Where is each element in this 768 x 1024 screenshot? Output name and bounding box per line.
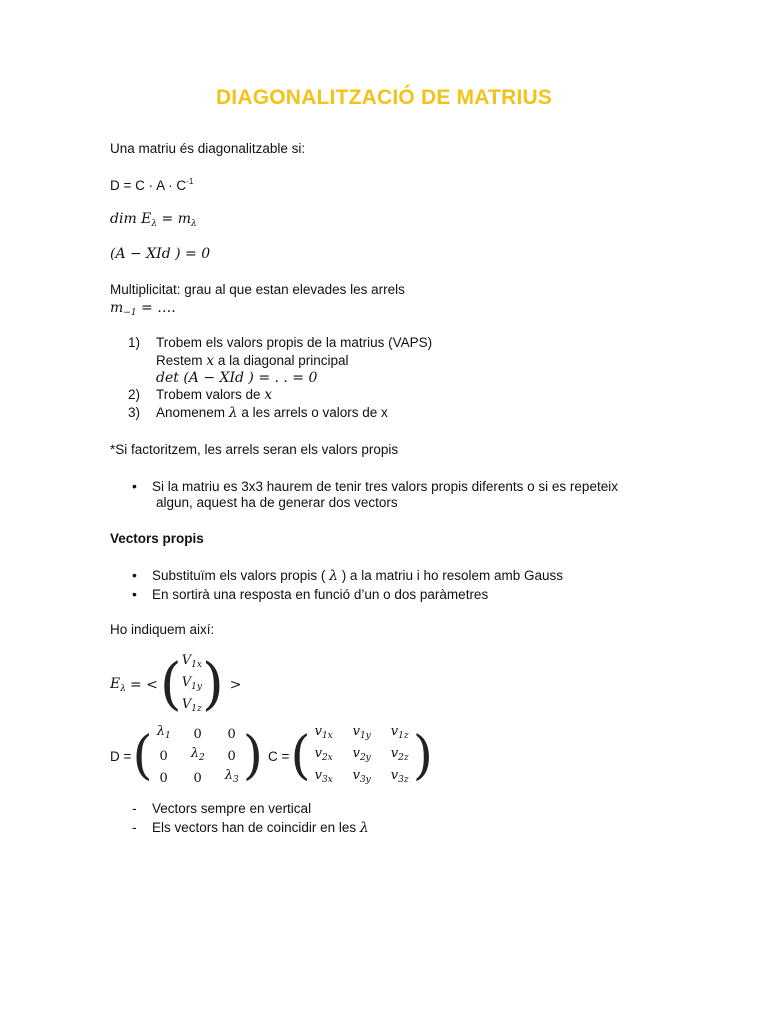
- matrix-c-cell-base: v: [390, 746, 399, 761]
- matrix-d-cell: 0: [227, 748, 236, 764]
- matrix-c-cell: [353, 723, 371, 745]
- matrix-d-cell: [157, 723, 171, 745]
- step-variable: x: [264, 387, 273, 403]
- step-variable: λ: [228, 405, 238, 421]
- left-paren: (: [132, 726, 153, 786]
- dash-icon: -: [132, 800, 137, 816]
- matrix-c-cell-base: v: [390, 724, 399, 739]
- formula-dim-sub-l: λ: [151, 219, 158, 229]
- matrix-d-label: D =: [110, 748, 132, 764]
- matrix-c-cell-sub: 1x: [321, 731, 333, 741]
- eigenspace-lhs-base: E: [110, 676, 121, 692]
- step-text: Trobem els valors propis de la matrius (VAPS): [156, 335, 433, 350]
- formula-dim-eq: = m: [157, 211, 192, 227]
- matrix-c-cell: [315, 723, 333, 745]
- matrix-c: [268, 724, 433, 786]
- matrix-c-cell-base: v: [314, 724, 322, 739]
- matrix-d-cell-base: λ: [190, 746, 199, 761]
- bullet-icon: •: [132, 586, 137, 602]
- dash-text: Vectors sempre en vertical: [152, 801, 312, 816]
- formula-dca-text: D = C · A · C: [110, 178, 187, 193]
- matrix-c-cell: [353, 745, 371, 767]
- eigenvector-entry: [182, 696, 202, 718]
- eigenspace-close: >: [229, 677, 242, 693]
- step-1-sub-b: det (A − XId ) = . . = 0: [156, 370, 318, 386]
- step-number: 2): [128, 387, 141, 402]
- matrix-c-grid: [311, 723, 413, 789]
- eigenspace-open: = <: [129, 677, 158, 693]
- matrix-c-cell-base: v: [390, 768, 399, 783]
- matrix-d: [110, 724, 263, 786]
- bullet-icon: •: [132, 567, 137, 583]
- bullet-text: Substituïm els valors propis (: [152, 568, 330, 583]
- matrix-c-cell-sub: 2z: [398, 753, 409, 763]
- eigenvector-entry-base: V: [181, 675, 192, 690]
- step-text: Restem: [156, 353, 207, 368]
- matrix-d-cell: 0: [193, 726, 202, 742]
- step-number: 1): [128, 335, 141, 350]
- step-text: a la diagonal principal: [214, 353, 349, 368]
- matrix-c-label: C =: [268, 748, 290, 764]
- intro-text: Una matriu és diagonalitzable si:: [110, 141, 306, 156]
- step-text: a les arrels o valors de x: [237, 405, 388, 420]
- matrix-c-cell-sub: 1y: [359, 731, 371, 741]
- matrix-d-cell-base: λ: [224, 768, 233, 783]
- bullet-text: ) a la matriu i ho resolem amb Gauss: [337, 568, 564, 583]
- formula-dim-lhs: dim E: [110, 211, 152, 227]
- matrix-d-cell: 0: [193, 770, 202, 786]
- matrix-d-cell: [225, 767, 239, 789]
- multiplicity-sub: −1: [123, 308, 137, 318]
- eigenspace-formula: [110, 652, 242, 717]
- dash-icon: -: [132, 819, 137, 835]
- eigenspace-vector: [182, 652, 202, 718]
- step-text: Anomenem: [156, 405, 229, 420]
- eigenspace-lhs: [110, 676, 126, 694]
- eigenvector-entry-sub: 1x: [191, 660, 202, 670]
- note-text: *Si factoritzem, les arrels seran els valors propis: [110, 442, 399, 457]
- step-1: [128, 335, 432, 350]
- step-text: Trobem valors de: [156, 387, 265, 402]
- matrix-c-cell-base: v: [352, 768, 360, 783]
- formula-dca-exponent: -1: [186, 177, 194, 186]
- step-1-sub-a: [156, 353, 349, 369]
- vector-bullet: [132, 567, 563, 584]
- matrix-c-cell-base: v: [314, 746, 322, 761]
- eigenspace-lhs-sub: λ: [120, 684, 126, 694]
- left-paren: (: [290, 726, 311, 786]
- matrix-c-cell-base: v: [314, 768, 322, 783]
- page-title: DIAGONALITZACIÓ DE MATRIUS: [215, 86, 553, 109]
- matrix-c-cell: [391, 723, 409, 745]
- matrix-d-cell: 0: [159, 770, 168, 786]
- matrix-d-cell-sub: 1: [164, 731, 171, 741]
- matrix-d-cell: 0: [227, 726, 236, 742]
- dash-item: [132, 800, 311, 816]
- matrix-d-cell-base: λ: [156, 724, 165, 739]
- bullet-icon: •: [132, 478, 137, 494]
- matrix-c-cell-sub: 2x: [321, 753, 333, 763]
- matrix-d-cell: [191, 745, 205, 767]
- left-paren: (: [159, 652, 182, 717]
- matrix-c-cell-base: v: [352, 724, 360, 739]
- eigenvector-entry-base: V: [181, 697, 192, 712]
- matrix-d-grid: [153, 723, 243, 789]
- matrix-c-cell: [315, 767, 333, 789]
- matrix-d-cell-sub: 3: [232, 775, 239, 785]
- formula-dim: [110, 211, 197, 229]
- step-number: 3): [128, 405, 141, 420]
- matrix-c-cell-sub: 1z: [398, 731, 409, 741]
- right-paren: ): [201, 652, 224, 717]
- matrix-d-cell-sub: 2: [198, 753, 205, 763]
- matrix-c-cell: [315, 745, 333, 767]
- matrix-d-cell: 0: [159, 748, 168, 764]
- indicate-text: Ho indiquem així:: [110, 622, 215, 637]
- multiplicity-rest: = ….: [136, 300, 176, 316]
- multiplicity-m: m: [110, 300, 124, 316]
- formula-dca: [110, 177, 193, 193]
- dash-variable: λ: [359, 820, 369, 836]
- eigenvector-entry-sub: 1y: [191, 682, 202, 692]
- formula-dim-sub-r: λ: [191, 219, 197, 229]
- matrix-c-cell: [391, 767, 409, 789]
- right-paren: ): [242, 726, 263, 786]
- eigenvector-entry-base: V: [181, 653, 192, 668]
- right-paren: ): [412, 726, 433, 786]
- matrix-c-cell: [391, 745, 409, 767]
- bullet-text: Si la matriu es 3x3 haurem de tenir tres valors propis diferents o si es repeteix: [152, 479, 618, 494]
- formula-characteristic: (A − XId ) = 0: [110, 246, 211, 262]
- bullet-3x3: [132, 478, 618, 494]
- dash-text: Els vectors han de coincidir en les: [152, 820, 360, 835]
- step-3: [128, 405, 388, 421]
- bullet-3x3-line2: algun, aquest ha de generar dos vectors: [156, 495, 398, 510]
- eigenvector-entry-sub: 1z: [191, 704, 202, 714]
- vector-bullet: [132, 586, 488, 602]
- bullet-variable: λ: [329, 568, 338, 584]
- multiplicity-text: Multiplicitat: grau al que estan elevades les arrels: [110, 282, 405, 297]
- matrix-c-cell-sub: 2y: [359, 753, 371, 763]
- eigenvector-entry: [182, 674, 202, 696]
- multiplicity-formula: [110, 300, 176, 318]
- dash-item: [132, 819, 369, 836]
- vectors-heading: Vectors propis: [110, 531, 204, 546]
- matrix-c-cell-sub: 3x: [321, 775, 333, 785]
- step-2: [128, 387, 272, 403]
- matrix-c-cell: [353, 767, 371, 789]
- eigenvector-entry: [182, 652, 202, 674]
- bullet-text: En sortirà una resposta en funció d’un o dos paràmetres: [152, 587, 489, 602]
- matrix-c-cell-sub: 3z: [398, 775, 409, 785]
- matrix-c-cell-sub: 3y: [359, 775, 371, 785]
- matrix-c-cell-base: v: [352, 746, 360, 761]
- step-variable: x: [206, 353, 215, 369]
